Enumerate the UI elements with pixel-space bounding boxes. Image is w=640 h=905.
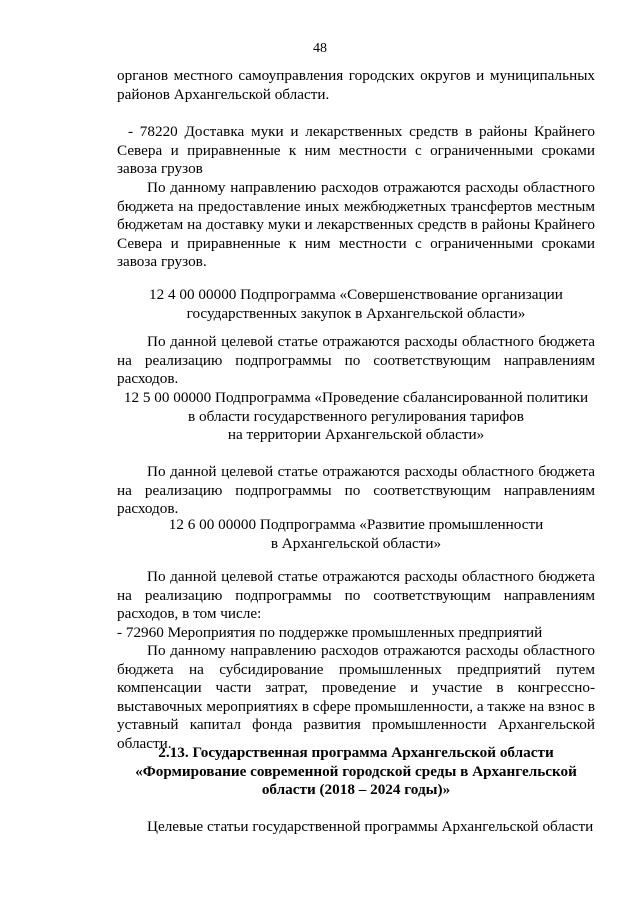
- subprogram-1250-description: По данной целевой статье отражаются расходы областного бюджета на реализацию подпрограммы по соответствующим направлениям расходов.: [117, 463, 595, 518]
- section-heading-2-13: [117, 744, 595, 800]
- expense-item-72960-description: По данному направлению расходов отражаются расходы областного бюджета на субсидирование промышленных предприятий путем компенсации части затрат, проведение и участие в конгрессно-выставочных мероприятиях в сфере промышленности, а также на взнос в уставный капитал фонда развития промышленности Архангельской области.: [117, 642, 595, 752]
- page-number: 48: [313, 41, 327, 56]
- heading-line: государственных закупок в Архангельской области»: [186, 304, 526, 322]
- subprogram-heading-1250: [117, 389, 595, 445]
- heading-line: 12 6 00 00000 Подпрограмма «Развитие промышленности: [168, 516, 544, 533]
- heading-line: 12 5 00 00000 Подпрограмма «Проведение сбалансированной политики: [123, 389, 589, 406]
- heading-line: 2.13. Государственная программа Архангельской области: [158, 744, 554, 761]
- paragraph-continuation: органов местного самоуправления городских округов и муниципальных районов Архангельской области.: [117, 67, 595, 103]
- heading-line: «Формирование современной городской среды в Архангельской: [135, 762, 577, 780]
- subprogram-1260-description: По данной целевой статье отражаются расходы областного бюджета на реализацию подпрограммы по соответствующим направлениям расходов, в том числе:: [117, 568, 595, 623]
- heading-line: в Архангельской области»: [270, 534, 442, 552]
- subprogram-1240-description: По данной целевой статье отражаются расходы областного бюджета на реализацию подпрограммы по соответствующим направлениям расходов.: [117, 333, 595, 388]
- heading-line: 12 4 00 00000 Подпрограмма «Совершенствование организации: [149, 286, 563, 303]
- subprogram-heading-1240: [117, 286, 595, 323]
- heading-line: в области государственного регулирования тарифов: [188, 407, 524, 425]
- subprogram-heading-1260: [117, 516, 595, 553]
- heading-line: области (2018 – 2024 годы)»: [261, 781, 451, 799]
- section-2-13-intro: Целевые статьи государственной программы Архангельской области: [147, 818, 594, 835]
- expense-item-78220: - 78220 Доставка муки и лекарственных средств в районы Крайнего Севера и приравненные к ним местности с ограниченными сроками завоза грузов: [117, 123, 595, 178]
- expense-item-78220-description: По данному направлению расходов отражаются расходы областного бюджета на предоставление иных межбюджетных трансфертов местным бюджетам на доставку муки и лекарственных средств в районы Крайнего Севера и приравненные к ним местности с ограниченными сроками завоза грузов.: [117, 179, 595, 271]
- expense-item-72960: - 72960 Мероприятия по поддержке промышленных предприятий: [117, 624, 543, 641]
- heading-line: на территории Архангельской области»: [227, 426, 485, 444]
